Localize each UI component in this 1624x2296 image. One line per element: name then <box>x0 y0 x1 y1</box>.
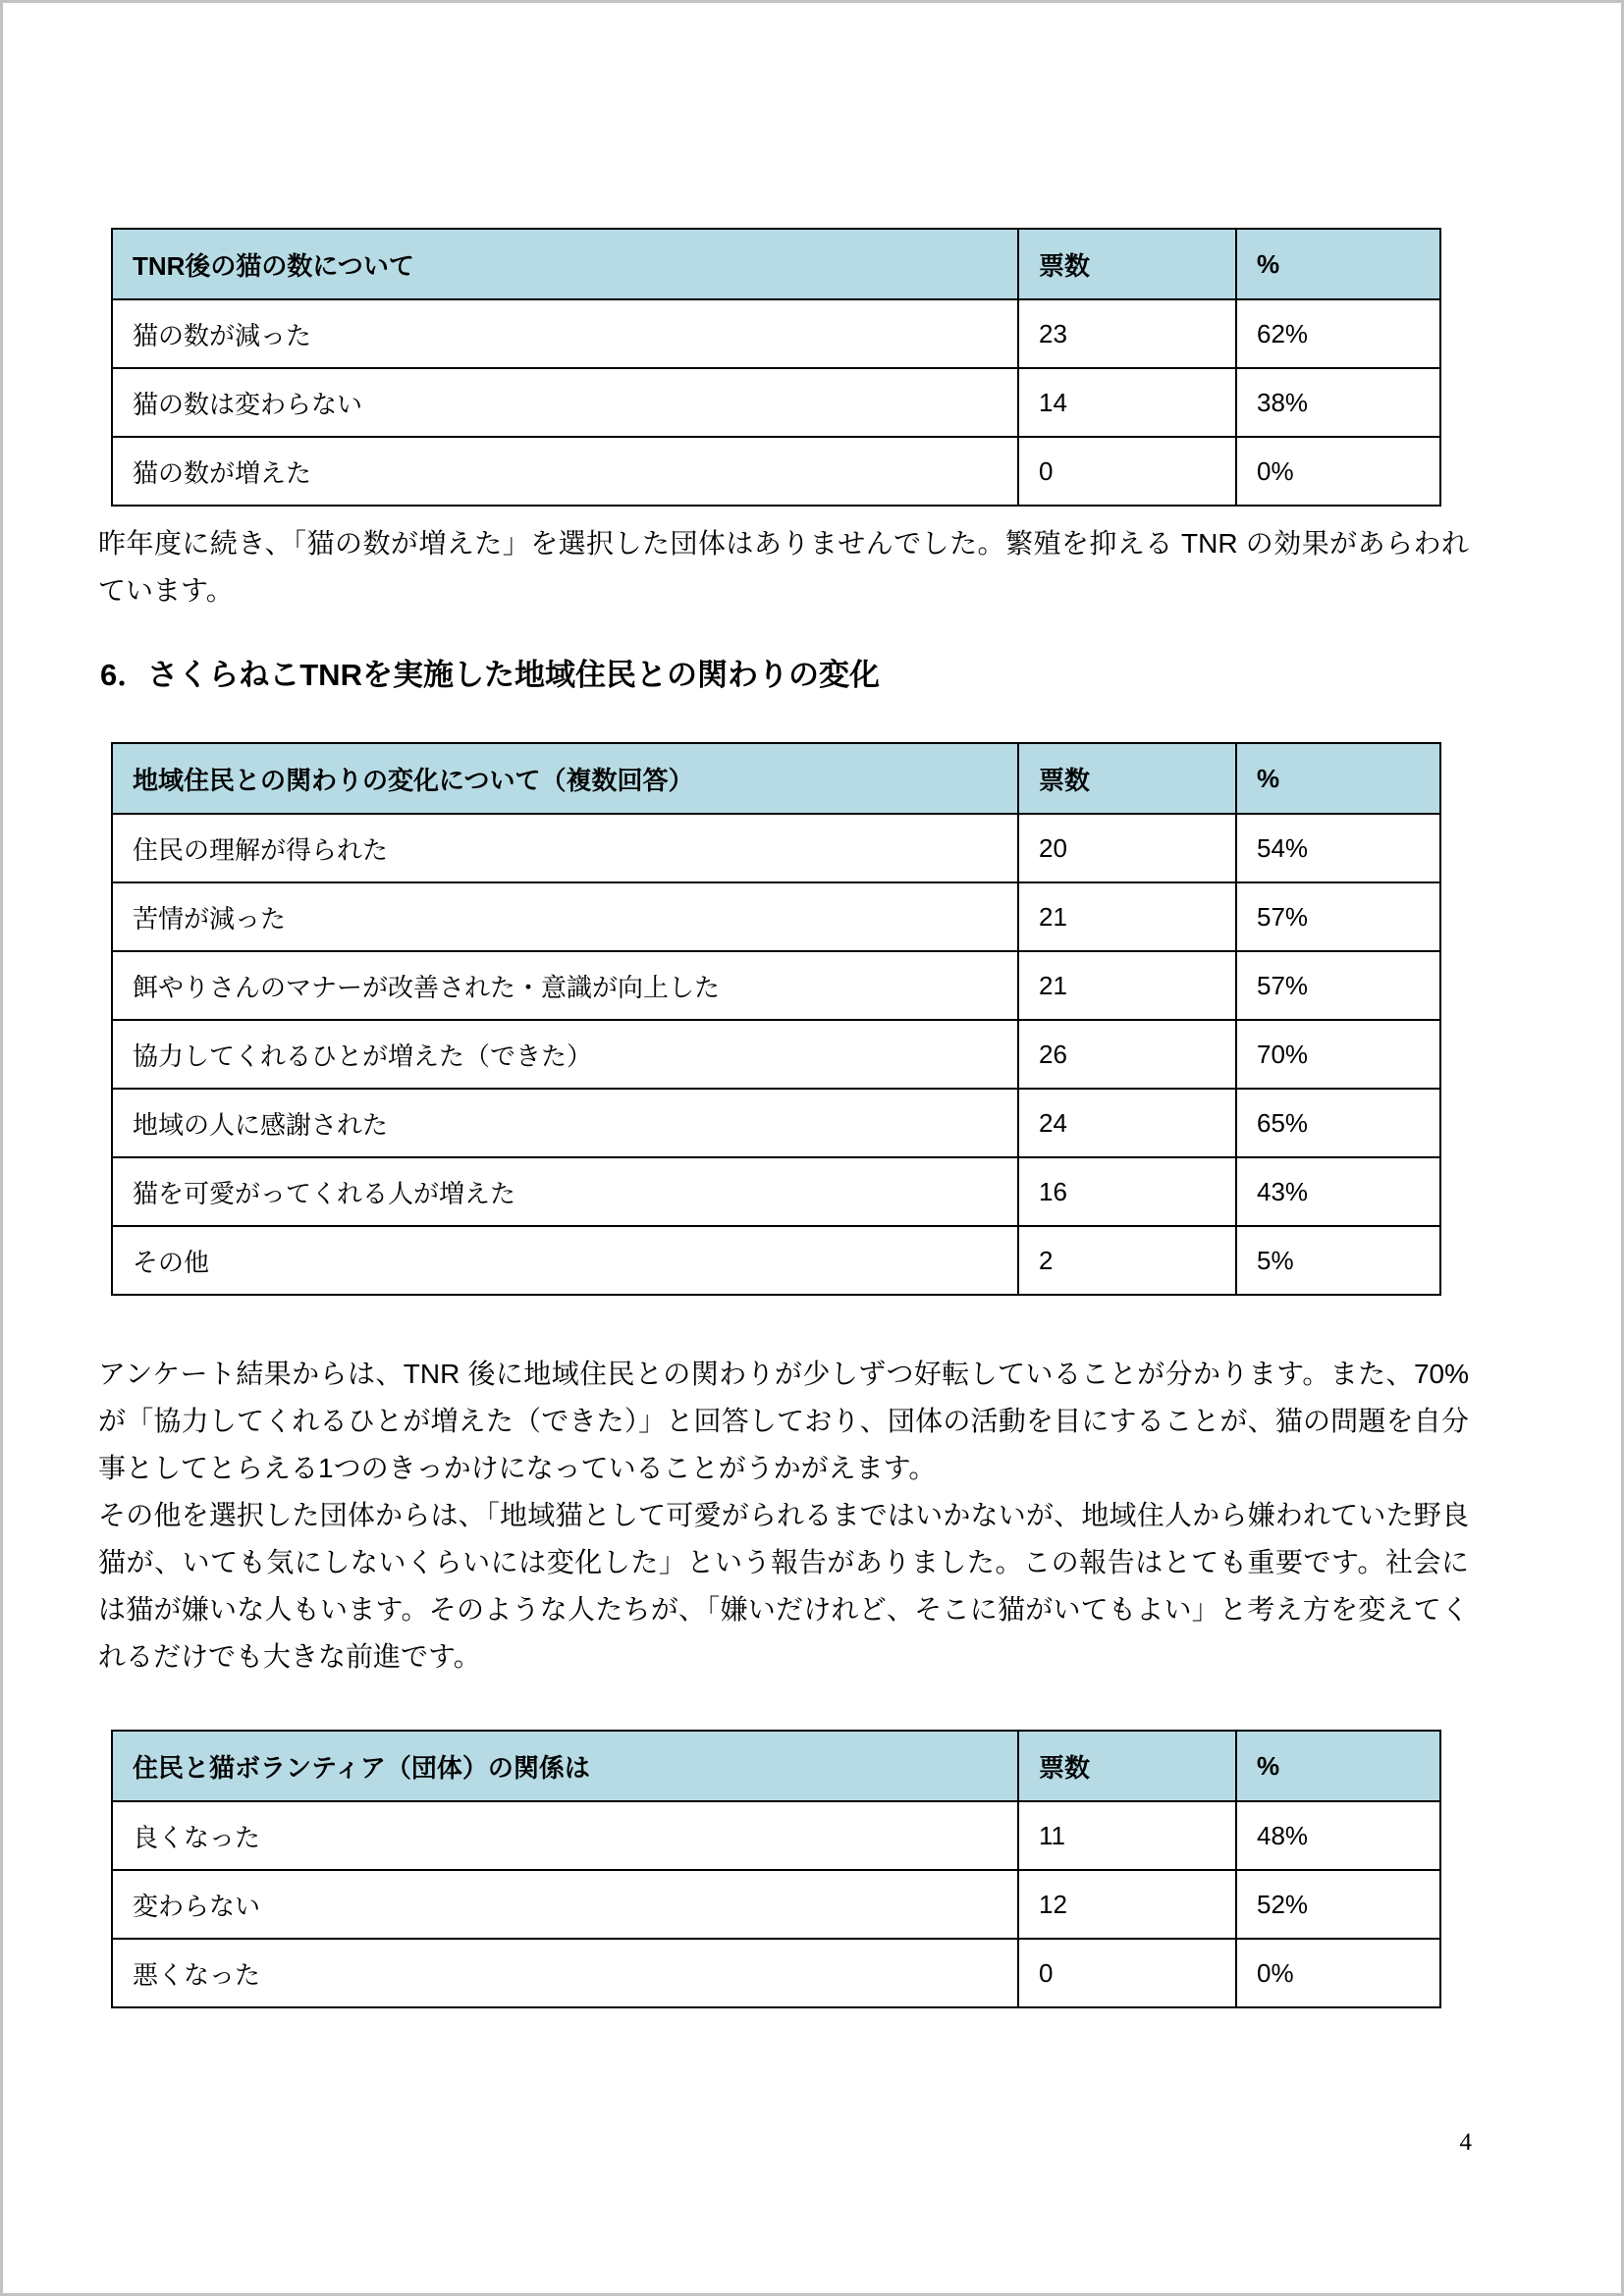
percent-header-cell: % <box>1236 229 1440 299</box>
table-tnr-cat-count <box>111 228 1441 507</box>
row-percent-cell: 0% <box>1236 437 1440 506</box>
row-votes-cell: 0 <box>1018 437 1236 506</box>
table-row <box>112 299 1440 368</box>
table-header-row <box>112 743 1440 814</box>
paragraph-tnr-effect: 昨年度に続き、「猫の数が増えた」を選択した団体はありませんでした。繁殖を抑える TNR の効果があらわれています。 <box>98 528 1469 606</box>
paragraph-analysis-1: アンケート結果からは、TNR 後に地域住民との関わりが少しずつ好転していることが分かります。また、70%が「協力してくれるひとが増えた（できた）」と回答しており、団体の活動を目にすることが、猫の問題を自分事としてとらえる1つのきっかけになっていることがうかがえます。 <box>98 1359 1469 1483</box>
row-label-cell: 猫を可愛がってくれる人が増えた <box>112 1157 1018 1226</box>
section-6-heading: 6．さくらねこTNRを実施した地域住民との関わりの変化 <box>100 658 880 692</box>
row-votes-cell: 21 <box>1018 951 1236 1020</box>
row-label-cell: 苦情が減った <box>112 882 1018 951</box>
row-label-cell: 協力してくれるひとが増えた（できた） <box>112 1020 1018 1089</box>
row-votes-cell: 26 <box>1018 1020 1236 1089</box>
row-percent-cell: 62% <box>1236 299 1440 368</box>
table-title-cell: 地域住民との関わりの変化について（複数回答） <box>112 743 1018 814</box>
row-label-cell: 悪くなった <box>112 1939 1018 2007</box>
table-row <box>112 1939 1440 2007</box>
table-row <box>112 437 1440 506</box>
row-label-cell: その他 <box>112 1226 1018 1295</box>
table-row <box>112 814 1440 882</box>
row-percent-cell: 52% <box>1236 1870 1440 1939</box>
row-percent-cell: 48% <box>1236 1801 1440 1870</box>
table-row <box>112 1089 1440 1157</box>
page-content <box>3 3 1621 2008</box>
analysis-text-block <box>98 1351 1562 1681</box>
row-votes-cell: 0 <box>1018 1939 1236 2007</box>
table-header-row <box>112 1731 1440 1801</box>
row-percent-cell: 70% <box>1236 1020 1440 1089</box>
paragraph-analysis-2: その他を選択した団体からは、「地域猫として可愛がられるまではいかないが、地域住人から嫌われていた野良猫が、いても気にしないくらいには変化した」という報告がありました。この報告はとても重要です。社会には猫が嫌いな人もいます。そのような人たちが、「嫌いだけれど、そこに猫がいてもよい」と考え方を変えてくれるだけでも大きな前進です。 <box>98 1500 1469 1672</box>
row-label-cell: 地域の人に感謝された <box>112 1089 1018 1157</box>
table-row <box>112 368 1440 437</box>
table-header-row <box>112 229 1440 299</box>
row-votes-cell: 24 <box>1018 1089 1236 1157</box>
row-votes-cell: 16 <box>1018 1157 1236 1226</box>
percent-header-cell: % <box>1236 1731 1440 1801</box>
votes-header-cell: 票数 <box>1018 743 1236 814</box>
table-row <box>112 1801 1440 1870</box>
table-resident-volunteer-relation <box>111 1730 1441 2008</box>
row-votes-cell: 2 <box>1018 1226 1236 1295</box>
table-title-cell: 住民と猫ボランティア（団体）の関係は <box>112 1731 1018 1801</box>
percent-header-cell: % <box>1236 743 1440 814</box>
row-votes-cell: 11 <box>1018 1801 1236 1870</box>
votes-header-cell: 票数 <box>1018 1731 1236 1801</box>
page-number: 4 <box>1459 2129 1472 2156</box>
row-label-cell: 良くなった <box>112 1801 1018 1870</box>
row-percent-cell: 5% <box>1236 1226 1440 1295</box>
table-title-cell: TNR後の猫の数について <box>112 229 1018 299</box>
row-percent-cell: 43% <box>1236 1157 1440 1226</box>
table-row <box>112 1226 1440 1295</box>
row-percent-cell: 0% <box>1236 1939 1440 2007</box>
table-row <box>112 1870 1440 1939</box>
row-votes-cell: 14 <box>1018 368 1236 437</box>
row-label-cell: 猫の数は変わらない <box>112 368 1018 437</box>
table-row <box>112 951 1440 1020</box>
row-percent-cell: 54% <box>1236 814 1440 882</box>
table-row <box>112 882 1440 951</box>
row-percent-cell: 65% <box>1236 1089 1440 1157</box>
votes-header-cell: 票数 <box>1018 229 1236 299</box>
table-row <box>112 1157 1440 1226</box>
row-votes-cell: 21 <box>1018 882 1236 951</box>
row-label-cell: 猫の数が増えた <box>112 437 1018 506</box>
row-votes-cell: 12 <box>1018 1870 1236 1939</box>
row-label-cell: 変わらない <box>112 1870 1018 1939</box>
row-label-cell: 住民の理解が得られた <box>112 814 1018 882</box>
row-label-cell: 餌やりさんのマナーが改善された・意識が向上した <box>112 951 1018 1020</box>
row-label-cell: 猫の数が減った <box>112 299 1018 368</box>
row-percent-cell: 38% <box>1236 368 1440 437</box>
row-percent-cell: 57% <box>1236 882 1440 951</box>
table-row <box>112 1020 1440 1089</box>
row-votes-cell: 20 <box>1018 814 1236 882</box>
row-percent-cell: 57% <box>1236 951 1440 1020</box>
table-resident-relation-change <box>111 742 1441 1296</box>
row-votes-cell: 23 <box>1018 299 1236 368</box>
